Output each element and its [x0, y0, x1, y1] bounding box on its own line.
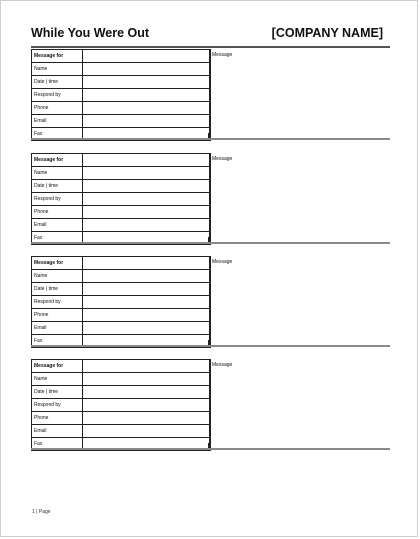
field-label-email: Email — [32, 115, 83, 127]
column-divider — [209, 49, 210, 138]
field-label-name: Name — [32, 373, 83, 385]
fields-table — [31, 256, 211, 348]
field-label-respond-by: Respond by — [32, 399, 83, 411]
table-row — [32, 50, 210, 63]
email-field[interactable] — [83, 425, 210, 437]
field-label-date-time: Date | time — [32, 283, 83, 295]
message-for-field[interactable] — [83, 50, 210, 62]
field-label-fax: Fax — [32, 438, 83, 450]
phone-field[interactable] — [83, 102, 210, 114]
table-row — [32, 425, 210, 438]
name-field[interactable] — [83, 270, 210, 282]
block-divider — [31, 345, 390, 347]
field-label-fax: Fax — [32, 128, 83, 140]
table-row — [32, 257, 210, 270]
field-label-message-for: Message for — [32, 50, 83, 62]
table-row — [32, 296, 210, 309]
fields-table — [31, 49, 211, 141]
table-row — [32, 89, 210, 102]
fields-table — [31, 153, 211, 245]
message-form-2 — [31, 153, 390, 249]
table-row — [32, 360, 210, 373]
field-label-name: Name — [32, 63, 83, 75]
message-for-field[interactable] — [83, 154, 210, 166]
field-label-fax: Fax — [32, 335, 83, 347]
header-divider — [31, 46, 390, 48]
field-label-respond-by: Respond by — [32, 296, 83, 308]
email-field[interactable] — [83, 322, 210, 334]
field-label-message-for: Message for — [32, 257, 83, 269]
table-row — [32, 219, 210, 232]
date-time-field[interactable] — [83, 76, 210, 88]
field-label-respond-by: Respond by — [32, 193, 83, 205]
field-label-date-time: Date | time — [32, 76, 83, 88]
field-label-name: Name — [32, 167, 83, 179]
fields-table — [31, 359, 211, 451]
table-row — [32, 193, 210, 206]
table-row — [32, 154, 210, 167]
message-form-3 — [31, 256, 390, 352]
message-label: Message — [212, 259, 233, 265]
name-field[interactable] — [83, 167, 210, 179]
table-row — [32, 76, 210, 89]
field-label-phone: Phone — [32, 412, 83, 424]
name-field[interactable] — [83, 63, 210, 75]
email-field[interactable] — [83, 219, 210, 231]
message-label: Message — [212, 52, 233, 58]
field-label-fax: Fax — [32, 232, 83, 244]
message-label: Message — [212, 362, 233, 368]
field-label-phone: Phone — [32, 309, 83, 321]
date-time-field[interactable] — [83, 283, 210, 295]
field-label-date-time: Date | time — [32, 180, 83, 192]
respond-by-field[interactable] — [83, 193, 210, 205]
field-label-phone: Phone — [32, 206, 83, 218]
table-row — [32, 322, 210, 335]
table-row — [32, 167, 210, 180]
table-row — [32, 270, 210, 283]
column-divider — [209, 359, 210, 448]
table-row — [32, 206, 210, 219]
table-row — [32, 115, 210, 128]
field-label-email: Email — [32, 425, 83, 437]
date-time-field[interactable] — [83, 386, 210, 398]
message-form-1 — [31, 49, 390, 145]
message-for-field[interactable] — [83, 360, 210, 372]
field-label-message-for: Message for — [32, 154, 83, 166]
field-label-name: Name — [32, 270, 83, 282]
table-row — [32, 386, 210, 399]
name-field[interactable] — [83, 373, 210, 385]
block-divider — [31, 242, 390, 244]
field-label-phone: Phone — [32, 102, 83, 114]
respond-by-field[interactable] — [83, 89, 210, 101]
field-label-respond-by: Respond by — [32, 89, 83, 101]
table-row — [32, 309, 210, 322]
column-divider — [209, 153, 210, 242]
field-label-date-time: Date | time — [32, 386, 83, 398]
block-divider — [31, 138, 390, 140]
message-for-field[interactable] — [83, 257, 210, 269]
phone-field[interactable] — [83, 412, 210, 424]
field-label-message-for: Message for — [32, 360, 83, 372]
respond-by-field[interactable] — [83, 399, 210, 411]
page-number: 1 | Page — [32, 509, 51, 515]
table-row — [32, 373, 210, 386]
phone-field[interactable] — [83, 309, 210, 321]
message-form-4 — [31, 359, 390, 455]
respond-by-field[interactable] — [83, 296, 210, 308]
table-row — [32, 180, 210, 193]
message-label: Message — [212, 156, 233, 162]
table-row — [32, 63, 210, 76]
company-name: [COMPANY NAME] — [271, 26, 383, 40]
page-title: While You Were Out — [31, 26, 150, 40]
table-row — [32, 283, 210, 296]
column-divider — [209, 256, 210, 345]
field-label-email: Email — [32, 322, 83, 334]
block-divider — [31, 448, 390, 450]
header — [31, 26, 383, 44]
field-label-email: Email — [32, 219, 83, 231]
table-row — [32, 399, 210, 412]
email-field[interactable] — [83, 115, 210, 127]
phone-field[interactable] — [83, 206, 210, 218]
table-row — [32, 102, 210, 115]
date-time-field[interactable] — [83, 180, 210, 192]
table-row — [32, 412, 210, 425]
